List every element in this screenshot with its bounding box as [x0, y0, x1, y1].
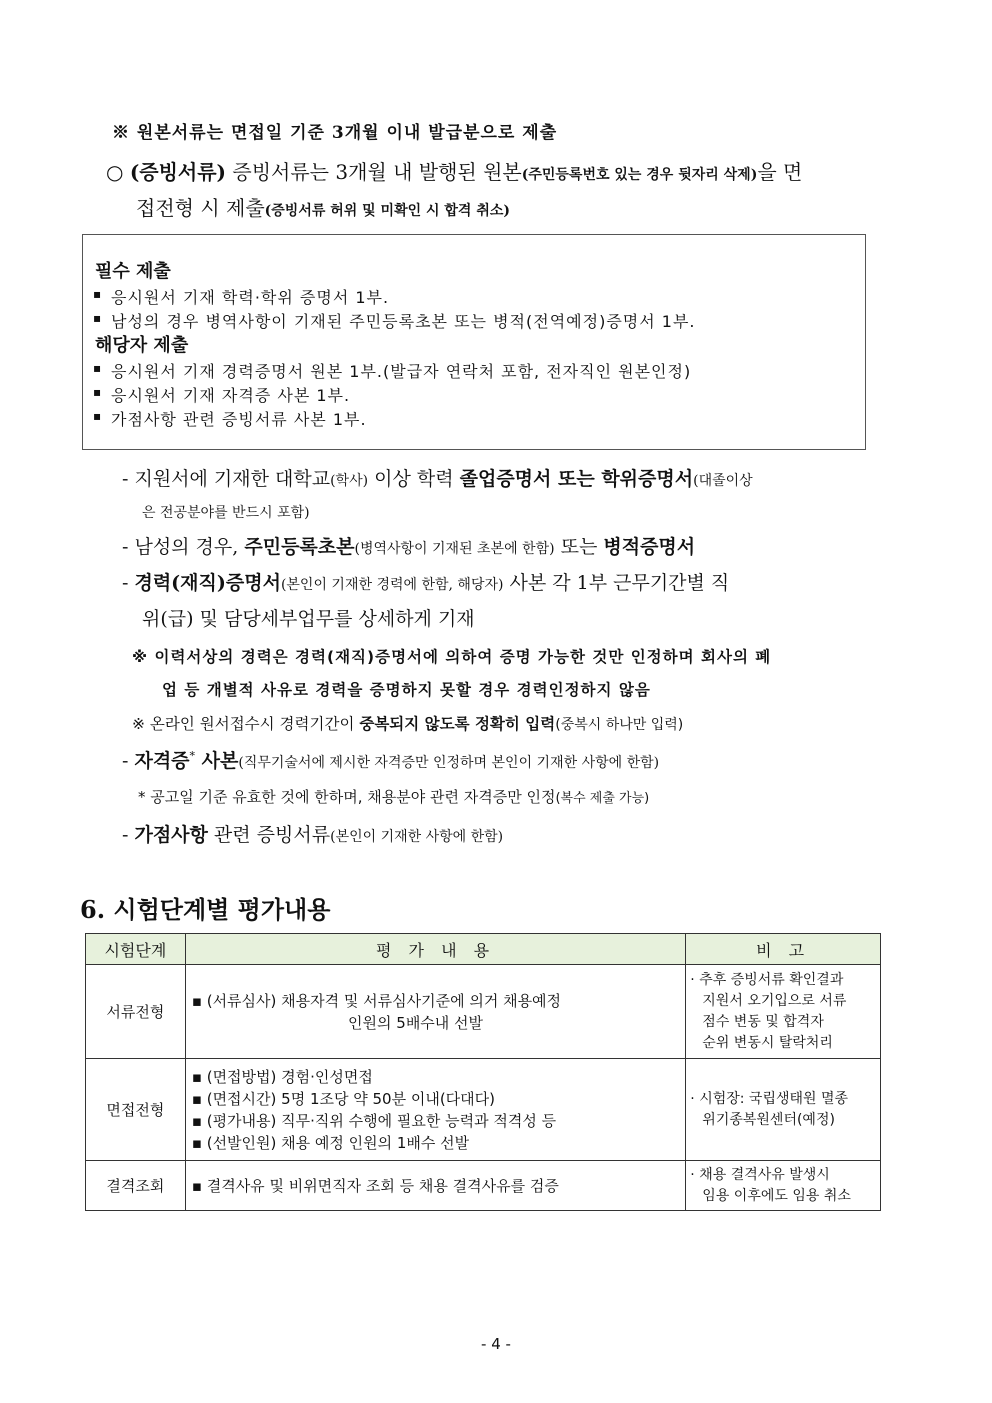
original-docs-note: ※ 원본서류는 면접일 기준 3개월 이내 발급분으로 제출	[112, 123, 558, 143]
table-row	[86, 1161, 881, 1211]
evidence-cancel-note: (증빙서류 허위 및 미확인 시 합격 취소)	[264, 203, 510, 219]
note-line: 점수 변동 및 합격자	[702, 1013, 824, 1030]
content-line: 인원의 5배수내 선발	[348, 1013, 484, 1032]
table-row	[86, 1059, 881, 1161]
item-text: 또는	[554, 536, 604, 558]
applicable-title: 해당자 제출	[95, 335, 189, 356]
item-text: -	[122, 750, 135, 772]
note-cell	[686, 1059, 881, 1161]
license-note	[138, 786, 649, 807]
item-bold: 자격증	[134, 750, 190, 772]
stage-cell: 서류전형	[86, 965, 186, 1059]
item-career	[122, 568, 729, 595]
required-item: ▪ 응시원서 기재 학력·학위 증명서 1부.	[111, 285, 389, 308]
documents-box	[82, 234, 866, 450]
content-line: ▪ (평가내용) 직무·직위 수행에 필요한 능력과 적격성 등	[191, 1111, 557, 1130]
required-item: ▪ 남성의 경우 병역사항이 기재된 주민등록초본 또는 병적(전역예정)증명서 1부.	[111, 309, 696, 332]
item-text: -	[122, 824, 135, 846]
item-paren: (대졸이상	[693, 473, 753, 489]
item-text: - 남성의 경우,	[122, 536, 245, 558]
content-line: ▪ (면접시간) 5명 1조당 약 50분 이내(다대다)	[191, 1089, 495, 1108]
item-text: - 지원서에 기재한 대학교	[122, 468, 331, 490]
note-paren: (중복시 하나만 입력)	[555, 717, 684, 733]
note-line: · 채용 결격사유 발생시	[690, 1166, 830, 1183]
note-cell	[686, 965, 881, 1059]
note-paren: (복수 제출 가능)	[555, 791, 650, 806]
online-note	[132, 712, 683, 734]
note-text: ※ 온라인 원서접수시 경력기간이	[132, 715, 360, 733]
note-cell	[686, 1161, 881, 1211]
career-note-2: 업 등 개별적 사유로 경력을 증명하지 못할 경우 경력인정하지 않음	[162, 681, 651, 699]
content-line: ▪ (면접방법) 경험·인성면접	[191, 1067, 373, 1086]
header-note: 비 고	[686, 934, 881, 965]
note-line: · 추후 증빙서류 확인결과	[690, 971, 844, 988]
item-license	[122, 746, 659, 773]
item-paren: (본인이 기재한 경력에 한함, 해당자)	[280, 577, 504, 593]
item-bold: 가점사항	[134, 824, 208, 846]
item-paren: (병역사항이 기재된 초본에 한함)	[354, 541, 555, 557]
applicable-item: ▪ 응시원서 기재 경력증명서 원본 1부.(발급자 연락처 포함, 전자직인 원본인정)	[111, 359, 691, 382]
item-degree	[122, 464, 753, 491]
section-title: 6. 시험단계별 평가내용	[80, 895, 331, 924]
content-line: ▪ (서류심사) 채용자격 및 서류심사기준에 의거 채용예정	[191, 991, 562, 1010]
circle-bullet-icon: ○	[106, 160, 124, 184]
evidence-paren: (주민등록번호 있는 경우 뒷자리 삭제)	[521, 167, 758, 183]
evaluation-table	[85, 933, 881, 1211]
item-bold: 사본	[195, 750, 239, 772]
item-bold: 병적증명서	[603, 536, 696, 558]
item-text: 사본 각 1부 근무기간별 직	[503, 572, 730, 594]
item-bold: 경력(재직)증명서	[134, 572, 281, 594]
evidence-text: 증빙서류는 3개월 내 발행된 원본	[232, 160, 522, 184]
content-cell	[185, 1161, 686, 1211]
item-text: 관련 증빙서류	[207, 824, 331, 846]
item-bold: 졸업증명서 또는 학위증명서	[459, 468, 694, 490]
note-text: * 공고일 기준 유효한 것에 한하며, 채용분야 관련 자격증만 인정	[138, 788, 556, 806]
evidence-line-2	[136, 192, 510, 221]
item-paren: (학사)	[330, 473, 369, 489]
header-stage: 시험단계	[86, 934, 186, 965]
evidence-submit-text: 접전형 시 제출	[136, 196, 265, 220]
content-cell	[185, 965, 686, 1059]
applicable-item: ▪ 가점사항 관련 증빙서류 사본 1부.	[111, 407, 367, 430]
item-paren: (본인이 기재한 사항에 한함)	[330, 829, 504, 845]
evidence-line-1	[106, 156, 802, 185]
stage-cell: 면접전형	[86, 1059, 186, 1161]
header-content: 평 가 내 용	[185, 934, 686, 965]
career-note-1: ※ 이력서상의 경력은 경력(재직)증명서에 의하여 증명 가능한 것만 인정하며 회사의 폐	[132, 648, 772, 666]
note-line: · 시험장: 국립생태원 멸종	[690, 1090, 849, 1107]
content-cell	[185, 1059, 686, 1161]
evidence-label: (증빙서류)	[129, 160, 227, 184]
item-bold: 주민등록초본	[244, 536, 355, 558]
content-line: ▪ (선발인원) 채용 예정 인원의 1배수 선발	[191, 1133, 470, 1152]
table-row	[86, 965, 881, 1059]
item-bonus	[122, 820, 503, 847]
item-text: 이상 학력	[368, 468, 460, 490]
note-line: 지원서 오기입으로 서류	[702, 992, 847, 1009]
item-degree-cont: 은 전공분야를 반드시 포함)	[142, 505, 310, 521]
item-career-cont: 위(급) 및 담당세부업무를 상세하게 기재	[142, 608, 475, 630]
note-line: 순위 변동시 탈락처리	[702, 1034, 833, 1051]
note-line: 임용 이후에도 임용 취소	[702, 1187, 851, 1204]
table-header-row	[86, 934, 881, 965]
note-bold: 중복되지 않도록 정확히 입력	[359, 715, 556, 733]
required-title: 필수 제출	[95, 261, 171, 282]
item-asterisk: *	[189, 749, 196, 763]
page-number: - 4 -	[481, 1335, 511, 1353]
item-paren: (직무기술서에 제시한 자격증만 인정하며 본인이 기재한 사항에 한함)	[238, 755, 660, 771]
item-text: -	[122, 572, 135, 594]
evidence-text-end: 을 면	[757, 160, 803, 184]
note-line: 위기종복원센터(예정)	[702, 1111, 835, 1128]
stage-cell: 결격조회	[86, 1161, 186, 1211]
item-military	[122, 532, 695, 559]
content-line: ▪ 결격사유 및 비위면직자 조회 등 채용 결격사유를 검증	[191, 1176, 559, 1195]
applicable-item: ▪ 응시원서 기재 자격증 사본 1부.	[111, 383, 350, 406]
